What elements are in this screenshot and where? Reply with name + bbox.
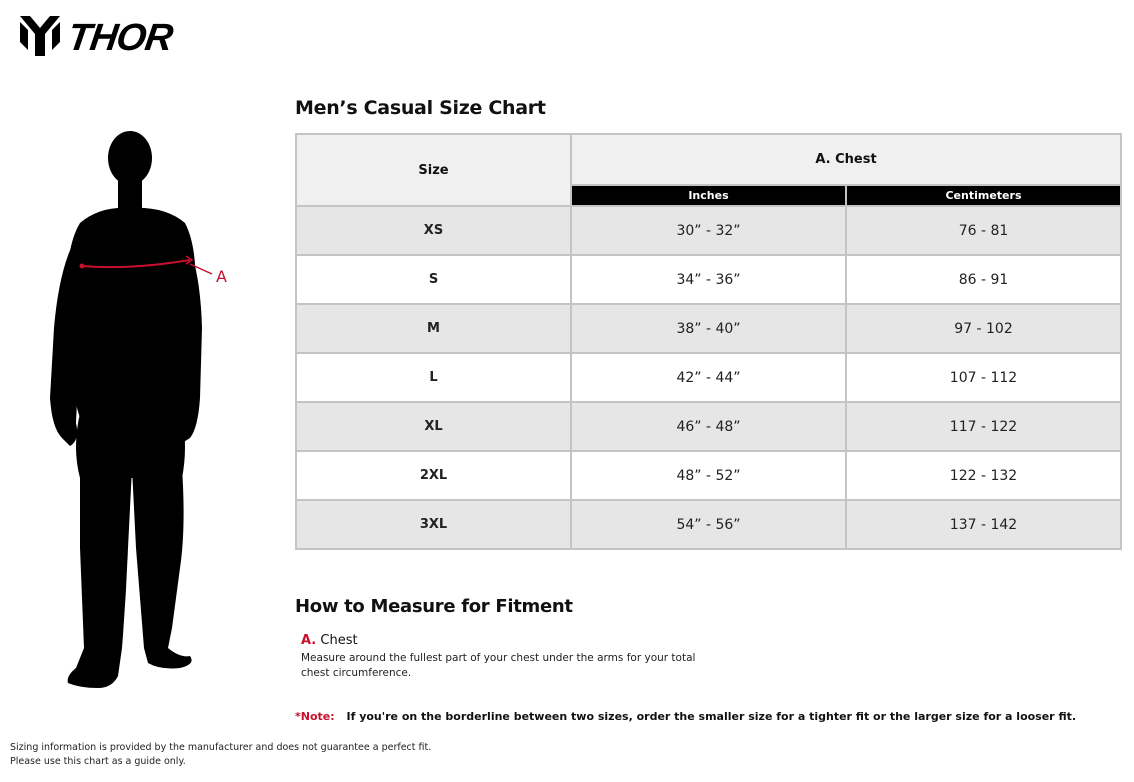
size-cell: 2XL — [296, 451, 571, 500]
inches-cell: 42” - 44” — [571, 353, 846, 402]
centimeters-cell: 76 - 81 — [846, 206, 1121, 255]
note-label: *Note: — [295, 710, 335, 723]
inches-cell: 48” - 52” — [571, 451, 846, 500]
inches-cell: 30” - 32” — [571, 206, 846, 255]
inches-cell: 38” - 40” — [571, 304, 846, 353]
table-row — [296, 353, 1121, 402]
disclaimer-line-1: Sizing information is provided by the manufacturer and does not guarantee a perfect fit. — [10, 742, 432, 753]
size-column-header: Size — [296, 134, 571, 206]
logo-text: THOR — [65, 17, 175, 59]
table-row — [296, 255, 1121, 304]
note-text: If you're on the borderline between two sizes, order the smaller size for a tighter fit or the larger size for a looser fit. — [346, 710, 1077, 723]
measure-item-label: Chest — [320, 633, 358, 648]
centimeters-column-header: Centimeters — [846, 185, 1121, 206]
table-row — [296, 451, 1121, 500]
centimeters-cell: 86 - 91 — [846, 255, 1121, 304]
measure-item-letter: A. — [301, 633, 317, 648]
size-cell: L — [296, 353, 571, 402]
measure-item-description: Measure around the fullest part of your chest under the arms for your total chest circumference. — [301, 652, 696, 679]
table-row — [296, 500, 1121, 549]
fit-note — [295, 710, 1076, 723]
centimeters-cell: 107 - 112 — [846, 353, 1121, 402]
disclaimer — [10, 741, 431, 769]
centimeters-cell: 117 - 122 — [846, 402, 1121, 451]
measure-section-title: How to Measure for Fitment — [295, 596, 573, 617]
chest-marker-label: A — [216, 267, 227, 286]
size-cell: XL — [296, 402, 571, 451]
size-cell: S — [296, 255, 571, 304]
inches-cell: 54” - 56” — [571, 500, 846, 549]
table-row — [296, 402, 1121, 451]
size-table — [295, 133, 1122, 550]
centimeters-cell: 137 - 142 — [846, 500, 1121, 549]
chest-column-header: A. Chest — [571, 134, 1121, 185]
size-cell: 3XL — [296, 500, 571, 549]
centimeters-cell: 97 - 102 — [846, 304, 1121, 353]
body-silhouette — [40, 128, 240, 698]
brand-logo — [18, 14, 198, 60]
table-row — [296, 304, 1121, 353]
inches-cell: 46” - 48” — [571, 402, 846, 451]
table-row — [296, 206, 1121, 255]
disclaimer-line-2: Please use this chart as a guide only. — [10, 756, 186, 767]
inches-column-header: Inches — [571, 185, 846, 206]
inches-cell: 34” - 36” — [571, 255, 846, 304]
chart-title: Men’s Casual Size Chart — [295, 97, 546, 119]
thor-mark-icon — [18, 14, 62, 58]
measure-item-heading — [301, 633, 358, 648]
size-cell: XS — [296, 206, 571, 255]
size-cell: M — [296, 304, 571, 353]
centimeters-cell: 122 - 132 — [846, 451, 1121, 500]
